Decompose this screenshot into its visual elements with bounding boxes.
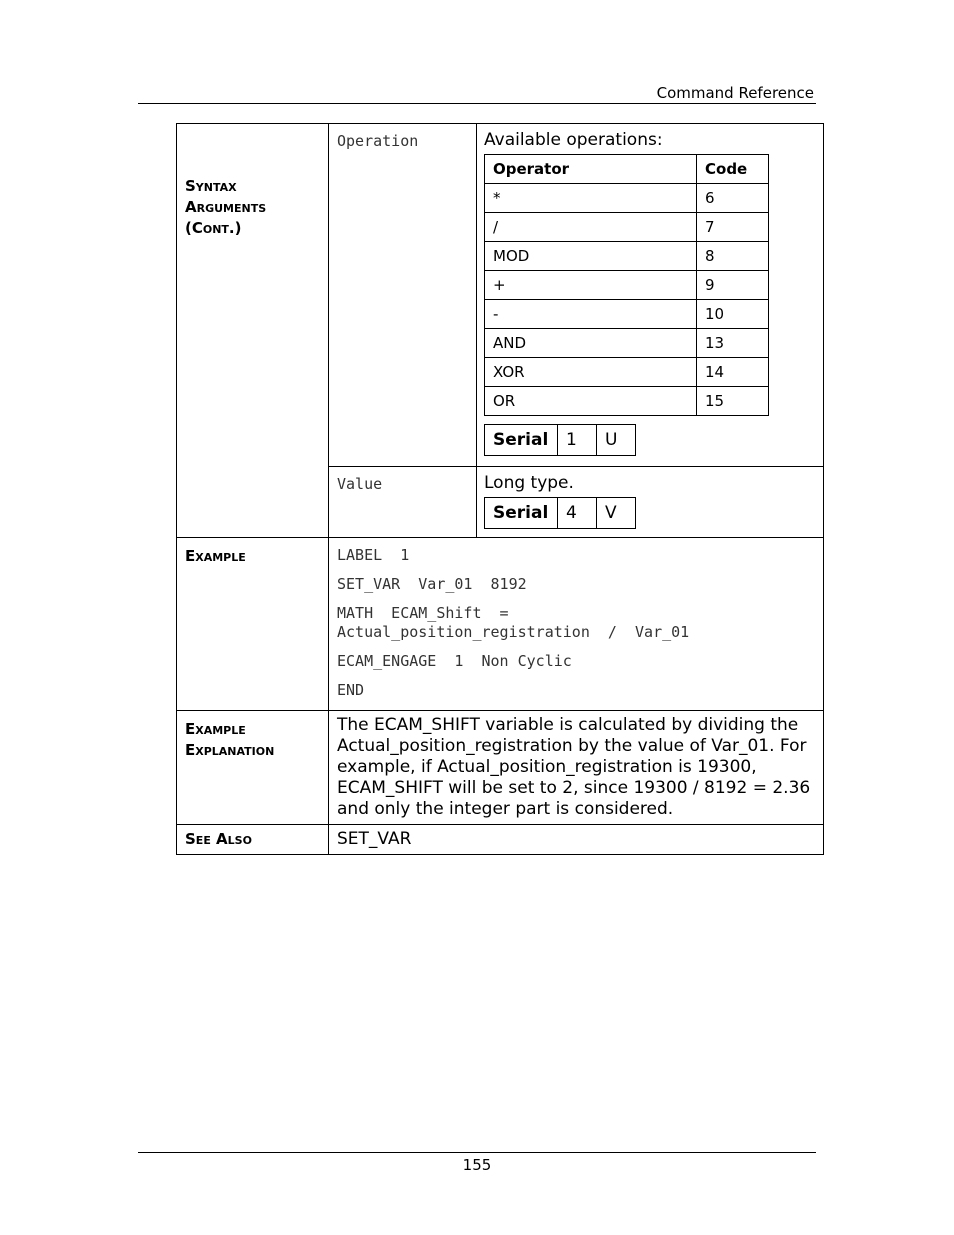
- operations-intro: Available operations:: [484, 130, 663, 150]
- table-row: [485, 271, 769, 300]
- example-label: [177, 538, 329, 711]
- operator-cell: /: [485, 213, 697, 242]
- operator-cell: MOD: [485, 242, 697, 271]
- table-row: [485, 184, 769, 213]
- see-also-heading: See Also: [185, 830, 252, 848]
- argument-name-value: Value: [329, 467, 477, 538]
- footer-rule: [138, 1152, 816, 1153]
- example-explanation-label: [177, 711, 329, 825]
- value-description: [477, 467, 824, 538]
- argument-name-operation: Operation: [329, 124, 477, 467]
- code-cell: 7: [697, 213, 769, 242]
- code-cell: 8: [697, 242, 769, 271]
- example-heading: Example: [185, 720, 246, 738]
- operator-cell: -: [485, 300, 697, 329]
- table-row: [485, 242, 769, 271]
- serial-label: Serial: [485, 425, 558, 456]
- header-rule: [138, 103, 816, 104]
- example-heading: Example: [185, 547, 246, 565]
- code-cell: 15: [697, 387, 769, 416]
- syntax-label: Syntax: [185, 177, 237, 195]
- serial-table-operation: [484, 424, 636, 456]
- table-row: [485, 300, 769, 329]
- see-also-row: [177, 825, 824, 855]
- operator-cell: XOR: [485, 358, 697, 387]
- table-row: [485, 329, 769, 358]
- command-reference-table: [176, 123, 824, 855]
- serial-table-value: [484, 497, 636, 529]
- code-cell: 10: [697, 300, 769, 329]
- table-row: [485, 213, 769, 242]
- operator-cell: OR: [485, 387, 697, 416]
- operators-header-row: [485, 155, 769, 184]
- code-cell: 13: [697, 329, 769, 358]
- see-also-label: [177, 825, 329, 855]
- code-line: MATH ECAM_Shift = Actual_position_registration / Var_01: [337, 604, 690, 641]
- code-line: ECAM_ENGAGE 1 Non Cyclic: [337, 652, 572, 670]
- example-code: [329, 538, 824, 711]
- code-line: LABEL 1: [337, 546, 410, 564]
- table-row: [485, 358, 769, 387]
- see-also-text: SET_VAR: [329, 825, 824, 855]
- arguments-label: Arguments: [185, 198, 267, 216]
- serial-label: Serial: [485, 498, 558, 529]
- code-header: Code: [697, 155, 769, 184]
- table-row: [485, 387, 769, 416]
- serial-number: 4: [558, 498, 597, 529]
- cont-label: (Cont.): [185, 219, 242, 237]
- code-cell: 6: [697, 184, 769, 213]
- operators-table: [484, 154, 769, 416]
- operator-cell: AND: [485, 329, 697, 358]
- code-cell: 9: [697, 271, 769, 300]
- serial-letter: U: [597, 425, 636, 456]
- explanation-heading: Explanation: [185, 741, 275, 759]
- operation-description: [477, 124, 824, 467]
- code-line: END: [337, 681, 365, 699]
- example-row: [177, 538, 824, 711]
- operation-row: [177, 124, 824, 467]
- page-number: 155: [462, 1156, 492, 1174]
- operator-header: Operator: [485, 155, 697, 184]
- syntax-arguments-label: [177, 124, 329, 538]
- code-line: SET_VAR Var_01 8192: [337, 575, 527, 593]
- operator-cell: +: [485, 271, 697, 300]
- running-header: Command Reference: [656, 84, 814, 102]
- serial-letter: V: [597, 498, 636, 529]
- example-explanation-text: The ECAM_SHIFT variable is calculated by dividing the Actual_position_registration by the value of Var_01. For example, if Actual_position_registration is 19300, ECAM_SHIFT will be set to 2, since 19300 / 8192 = 2.36 and only the integer part is considered.: [329, 711, 824, 825]
- example-explanation-row: [177, 711, 824, 825]
- serial-number: 1: [558, 425, 597, 456]
- code-cell: 14: [697, 358, 769, 387]
- value-type: Long type.: [484, 473, 574, 493]
- operator-cell: *: [485, 184, 697, 213]
